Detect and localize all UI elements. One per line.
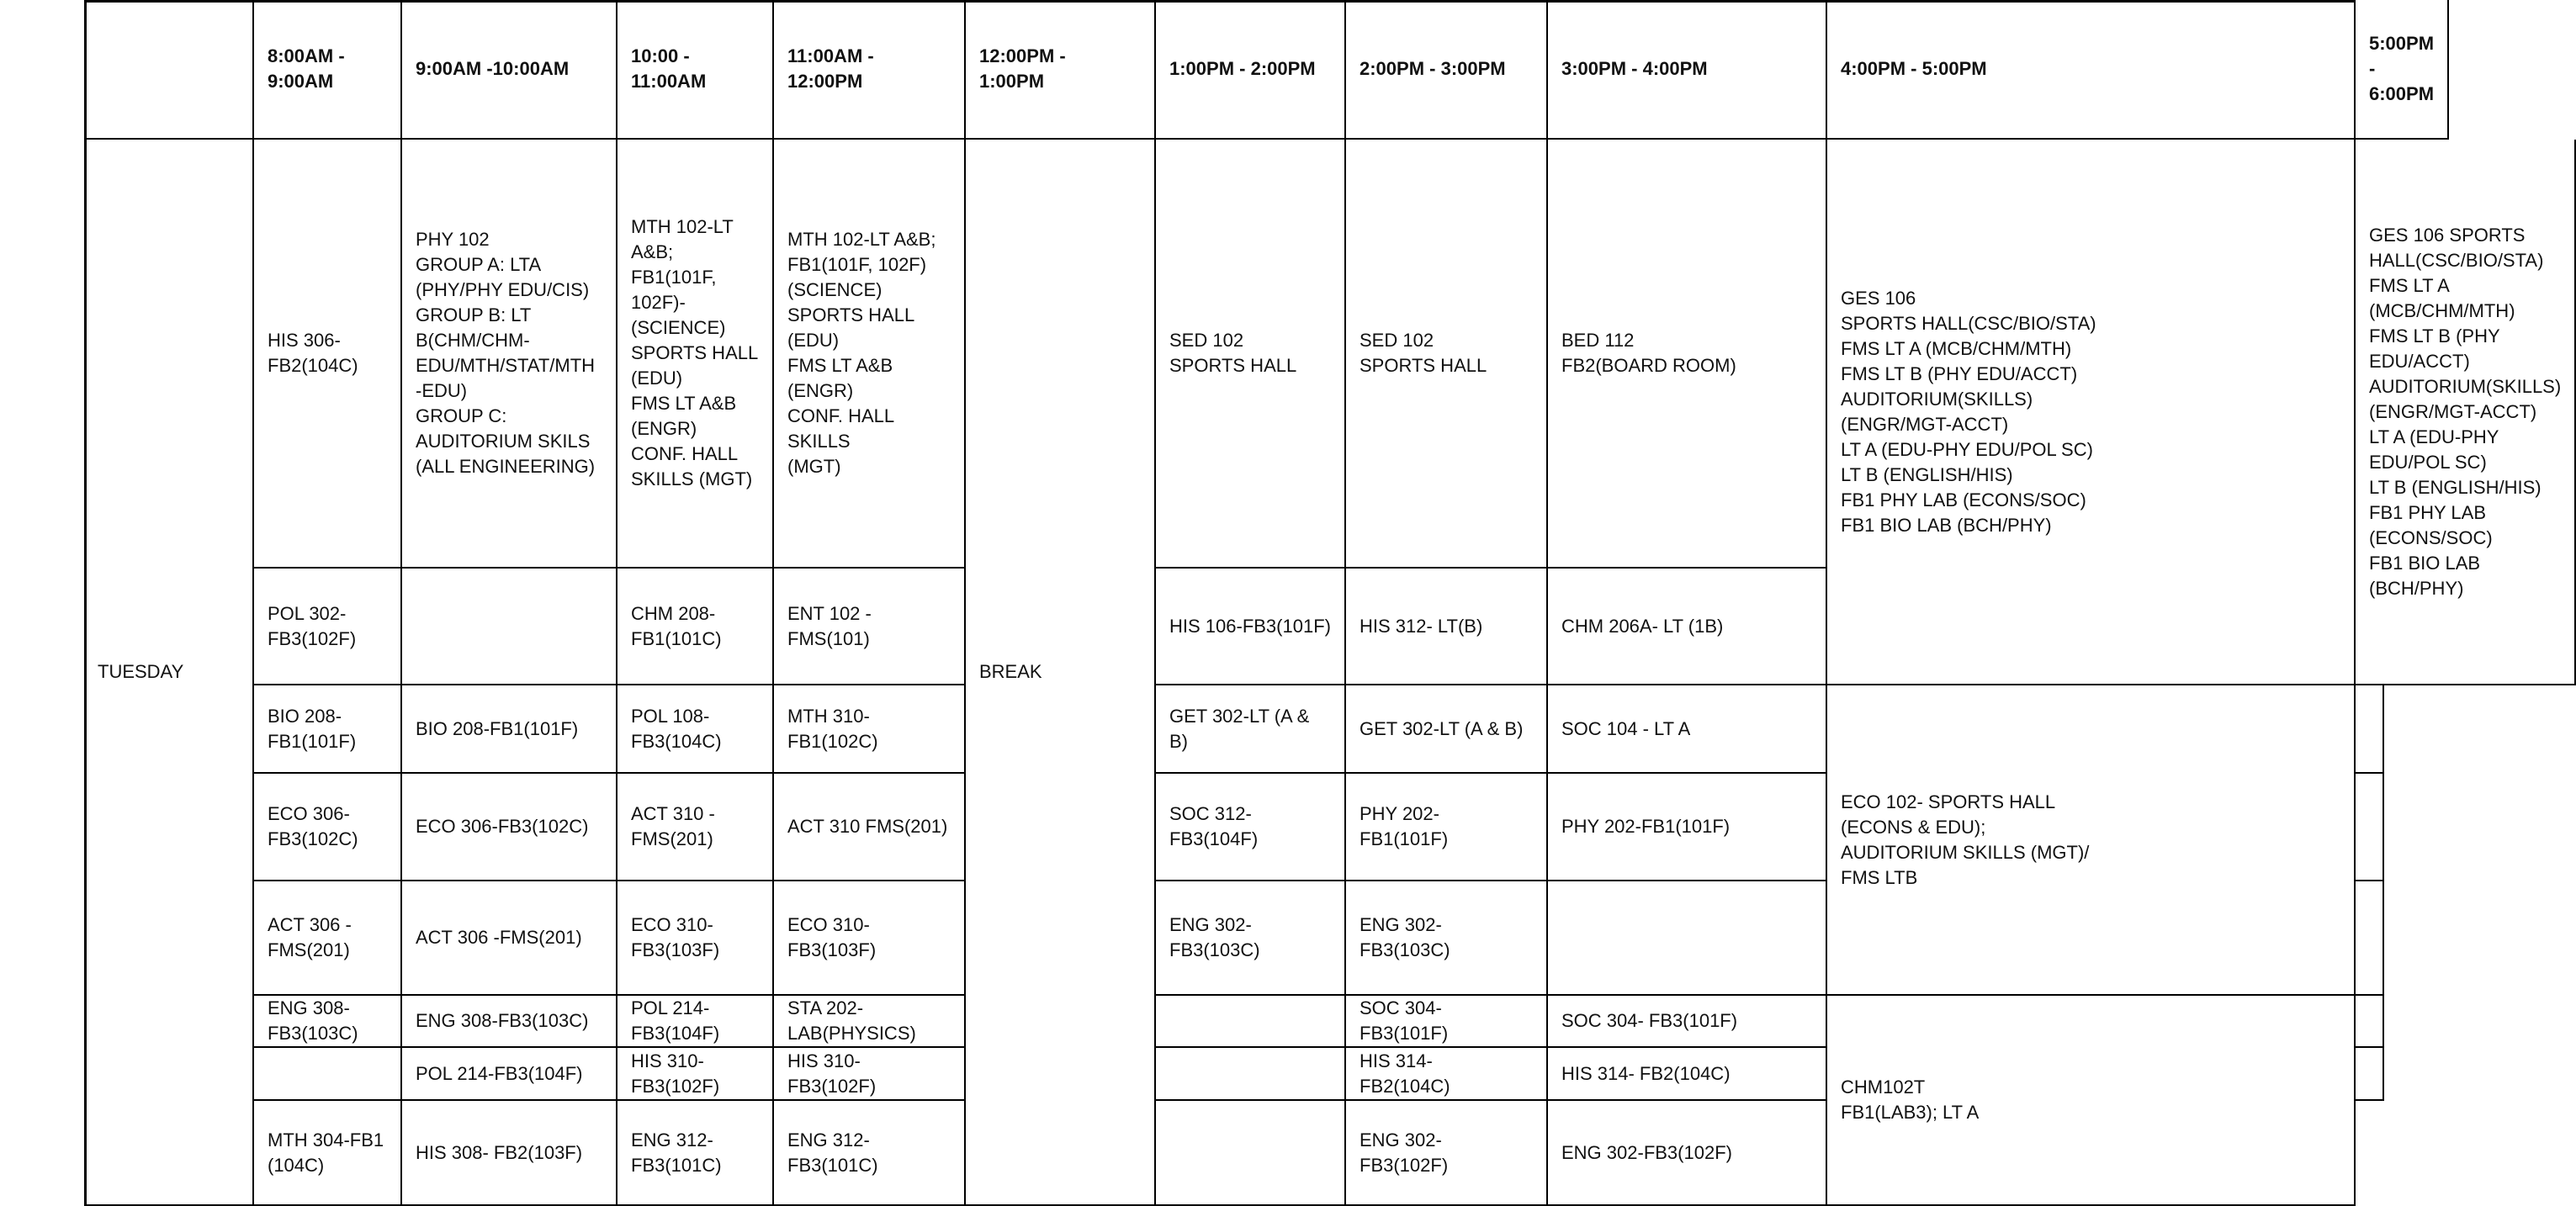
- slot-c10-block-2: [2356, 685, 2384, 774]
- slot-c6-row-2-text: HIS 106-FB3(101F): [1169, 615, 1331, 637]
- slot-c3-row-5: [617, 881, 774, 996]
- slot-c9-block-3-text: CHM102T FB1(LAB3); LT A: [1841, 1076, 1980, 1123]
- slot-c6-row-1: [1156, 140, 1346, 569]
- slot-c1-row-4-text: ECO 306- FB3(102C): [268, 803, 358, 849]
- slot-c3-row-7: [617, 1048, 774, 1101]
- slot-c4-row-7-text: HIS 310- FB3(102F): [787, 1050, 877, 1097]
- slot-c9-block-1: [1827, 140, 2356, 685]
- slot-c2-row-6: [402, 996, 617, 1048]
- slot-c1-row-2-text: POL 302- FB3(102F): [268, 602, 357, 649]
- slot-c8-row-5: [1548, 881, 1827, 996]
- slot-c10-block-6: [2356, 1048, 2384, 1101]
- slot-c1-row-1-text: HIS 306- FB2(104C): [268, 330, 358, 376]
- time-header-5-text: 12:00PM - 1:00PM: [979, 45, 1066, 92]
- time-header-1: [254, 0, 402, 140]
- slot-c4-row-2-text: ENT 102 - FMS(101): [787, 602, 872, 649]
- slot-c7-row-2-text: HIS 312- LT(B): [1360, 615, 1483, 637]
- slot-c10-block-1: [2356, 140, 2576, 685]
- time-header-3: [617, 0, 774, 140]
- slot-c4-row-3-text: MTH 310-FB1(102C): [787, 705, 878, 752]
- slot-c6-row-5-text: ENG 302- FB3(103C): [1169, 914, 1260, 960]
- slot-c3-row-8: [617, 1101, 774, 1206]
- slot-c6-row-4: [1156, 774, 1346, 881]
- slot-c1-row-4: [254, 774, 402, 881]
- slot-c1-row-5: [254, 881, 402, 996]
- slot-c2-row-6-text: ENG 308-FB3(103C): [416, 1010, 589, 1031]
- slot-c6-row-6: [1156, 996, 1346, 1048]
- slot-c4-row-3: [774, 685, 966, 774]
- slot-c4-row-1-text: MTH 102-LT A&B; FB1(101F, 102F) (SCIENCE) SPORTS HALL (EDU) FMS LT A&B (ENGR) CONF. HALL SKILLS (MGT): [787, 229, 936, 477]
- slot-c2-row-8-text: HIS 308- FB2(103F): [416, 1141, 583, 1163]
- slot-c8-row-3-text: SOC 104 - LT A: [1561, 717, 1691, 739]
- slot-c7-row-3: [1346, 685, 1548, 774]
- slot-c9-block-3: [1827, 996, 2356, 1206]
- slot-c10-block-3: [2356, 774, 2384, 881]
- slot-c3-row-2-text: CHM 208- FB1(101C): [631, 602, 722, 649]
- slot-c4-row-2: [774, 569, 966, 685]
- slot-c8-row-7-text: HIS 314- FB2(104C): [1561, 1062, 1731, 1084]
- table-left-border: [84, 0, 87, 1206]
- slot-c8-row-4: [1548, 774, 1827, 881]
- slot-c6-row-1-text: SED 102 SPORTS HALL: [1169, 330, 1297, 376]
- slot-c8-row-2-text: CHM 206A- LT (1B): [1561, 615, 1724, 637]
- slot-c2-row-2: [402, 569, 617, 685]
- slot-c4-row-6: [774, 996, 966, 1048]
- slot-c6-row-3-text: GET 302-LT (A & B): [1169, 705, 1310, 752]
- time-header-7: [1346, 0, 1548, 140]
- time-header-9: [1827, 0, 2356, 140]
- slot-c7-row-8: [1346, 1101, 1548, 1206]
- slot-c3-row-7-text: HIS 310- FB3(102F): [631, 1050, 720, 1097]
- time-header-8-text: 3:00PM - 4:00PM: [1561, 58, 1708, 79]
- slot-c2-row-7: [402, 1048, 617, 1101]
- slot-c6-row-3: [1156, 685, 1346, 774]
- time-header-5: [966, 0, 1156, 140]
- slot-c1-row-3-text: BIO 208- FB1(101F): [268, 705, 357, 752]
- slot-c3-row-1: [617, 140, 774, 569]
- time-header-4-text: 11:00AM - 12:00PM: [787, 45, 874, 92]
- slot-c3-row-2: [617, 569, 774, 685]
- slot-c4-row-5: [774, 881, 966, 996]
- slot-c8-row-4-text: PHY 202-FB1(101F): [1561, 816, 1731, 837]
- slot-c4-row-1: [774, 140, 966, 569]
- slot-c7-row-2: [1346, 569, 1548, 685]
- slot-c2-row-7-text: POL 214-FB3(104F): [416, 1062, 583, 1084]
- slot-c3-row-5-text: ECO 310- FB3(103F): [631, 914, 720, 960]
- time-header-4: [774, 0, 966, 140]
- slot-c4-row-4-text: ACT 310 FMS(201): [787, 816, 948, 837]
- slot-c1-row-3: [254, 685, 402, 774]
- slot-c1-row-2: [254, 569, 402, 685]
- slot-c7-row-4: [1346, 774, 1548, 881]
- time-header-2-text: 9:00AM -10:00AM: [416, 58, 570, 79]
- slot-c4-row-4: [774, 774, 966, 881]
- break-cell-text: BREAK: [979, 661, 1042, 682]
- slot-c6-row-5: [1156, 881, 1346, 996]
- slot-c3-row-6-text: POL 214- FB3(104F): [631, 997, 720, 1044]
- time-header-9-text: 4:00PM - 5:00PM: [1841, 58, 1987, 79]
- slot-c2-row-1: [402, 140, 617, 569]
- slot-c7-row-5-text: ENG 302- FB3(103C): [1360, 914, 1450, 960]
- slot-c2-row-1-text: PHY 102 GROUP A: LTA (PHY/PHY EDU/CIS) GROUP B: LT B(CHM/CHM- EDU/MTH/STAT/MTH -EDU) GROUP C: AUDITORIUM SKILS (ALL ENGINEERING): [416, 229, 596, 477]
- slot-c6-row-2: [1156, 569, 1346, 685]
- slot-c10-block-5: [2356, 996, 2384, 1048]
- slot-c3-row-8-text: ENG 312- FB3(101C): [631, 1129, 722, 1176]
- time-header-1-text: 8:00AM - 9:00AM: [268, 45, 345, 92]
- slot-c7-row-6-text: SOC 304- FB3(101F): [1360, 997, 1449, 1044]
- day-label-text: TUESDAY: [98, 661, 184, 682]
- slot-c7-row-8-text: ENG 302- FB3(102F): [1360, 1129, 1449, 1176]
- slot-c7-row-5: [1346, 881, 1548, 996]
- slot-c3-row-4-text: ACT 310 - FMS(201): [631, 803, 715, 849]
- slot-c4-row-7: [774, 1048, 966, 1101]
- slot-c9-block-2-text: ECO 102- SPORTS HALL (ECONS & EDU); AUDITORIUM SKILLS (MGT)/ FMS LTB: [1841, 791, 2090, 888]
- slot-c7-row-6: [1346, 996, 1548, 1048]
- time-header-6: [1156, 0, 1346, 140]
- slot-c2-row-5-text: ACT 306 -FMS(201): [416, 927, 582, 948]
- slot-c9-block-1-text: GES 106 SPORTS HALL(CSC/BIO/STA) FMS LT A (MCB/CHM/MTH) FMS LT B (PHY EDU/ACCT) AUDITORIUM(SKILLS) (ENGR/MGT-ACCT) LT A (EDU-PHY EDU/POL SC) LT B (ENGLISH/HIS) FB1 PHY LAB (ECONS/SOC) FB1 BIO LAB (BCH/PHY): [1841, 287, 2096, 536]
- slot-c2-row-8: [402, 1101, 617, 1206]
- slot-c3-row-4: [617, 774, 774, 881]
- slot-c3-row-6: [617, 996, 774, 1048]
- slot-c1-row-6: [254, 996, 402, 1048]
- slot-c3-row-3-text: POL 108- FB3(104C): [631, 705, 722, 752]
- slot-c8-row-2: [1548, 569, 1827, 685]
- time-header-10-text: 5:00PM - 6:00PM: [2369, 33, 2435, 104]
- slot-c4-row-6-text: STA 202- LAB(PHYSICS): [787, 997, 916, 1044]
- day-label: [84, 140, 254, 1206]
- slot-c8-row-1: [1548, 140, 1827, 569]
- slot-c8-row-3: [1548, 685, 1827, 774]
- slot-c8-row-6-text: SOC 304- FB3(101F): [1561, 1010, 1738, 1031]
- slot-c2-row-4: [402, 774, 617, 881]
- slot-c1-row-7: [254, 1048, 402, 1101]
- slot-c1-row-1: [254, 140, 402, 569]
- time-header-3-text: 10:00 - 11:00AM: [631, 45, 707, 92]
- time-header-2: [402, 0, 617, 140]
- slot-c7-row-7-text: HIS 314- FB2(104C): [1360, 1050, 1450, 1097]
- slot-c1-row-8: [254, 1101, 402, 1206]
- slot-c1-row-5-text: ACT 306 - FMS(201): [268, 914, 352, 960]
- slot-c7-row-4-text: PHY 202- FB1(101F): [1360, 803, 1449, 849]
- slot-c2-row-5: [402, 881, 617, 996]
- slot-c1-row-6-text: ENG 308- FB3(103C): [268, 997, 358, 1044]
- slot-c4-row-5-text: ECO 310-FB3(103F): [787, 914, 877, 960]
- slot-c8-row-7: [1548, 1048, 1827, 1101]
- slot-c4-row-8: [774, 1101, 966, 1206]
- slot-c8-row-8: [1548, 1101, 1827, 1206]
- slot-c8-row-8-text: ENG 302-FB3(102F): [1561, 1141, 1732, 1163]
- table-top-border: [84, 0, 2356, 3]
- slot-c6-row-8: [1156, 1101, 1346, 1206]
- header-corner: [84, 0, 254, 140]
- slot-c2-row-3-text: BIO 208-FB1(101F): [416, 717, 579, 739]
- slot-c6-row-7: [1156, 1048, 1346, 1101]
- slot-c3-row-3: [617, 685, 774, 774]
- slot-c2-row-4-text: ECO 306-FB3(102C): [416, 816, 589, 837]
- slot-c8-row-6: [1548, 996, 1827, 1048]
- slot-c8-row-1-text: BED 112 FB2(BOARD ROOM): [1561, 330, 1736, 376]
- slot-c1-row-8-text: MTH 304-FB1 (104C): [268, 1129, 384, 1176]
- time-header-10: [2356, 0, 2449, 140]
- time-header-8: [1548, 0, 1827, 140]
- slot-c10-block-4: [2356, 881, 2384, 996]
- slot-c10-block-1-text: GES 106 SPORTS HALL(CSC/BIO/STA) FMS LT A (MCB/CHM/MTH) FMS LT B (PHY EDU/ACCT) AUDITORIUM(SKILLS) (ENGR/MGT-ACCT) LT A (EDU-PHY EDU/POL SC) LT B (ENGLISH/HIS) FB1 PHY LAB (ECONS/SOC) FB1 BIO LAB (BCH/PHY): [2369, 224, 2562, 599]
- slot-c2-row-3: [402, 685, 617, 774]
- time-header-6-text: 1:00PM - 2:00PM: [1169, 58, 1316, 79]
- slot-c4-row-8-text: ENG 312-FB3(101C): [787, 1129, 878, 1176]
- slot-c7-row-7: [1346, 1048, 1548, 1101]
- slot-c3-row-1-text: MTH 102-LT A&B; FB1(101F, 102F)- (SCIENCE) SPORTS HALL (EDU) FMS LT A&B (ENGR) CONF. HALL SKILLS (MGT): [631, 216, 759, 489]
- break-cell: [966, 140, 1156, 1206]
- time-header-7-text: 2:00PM - 3:00PM: [1360, 58, 1506, 79]
- slot-c6-row-4-text: SOC 312- FB3(104F): [1169, 803, 1259, 849]
- slot-c7-row-3-text: GET 302-LT (A & B): [1360, 717, 1524, 739]
- slot-c9-block-2: [1827, 685, 2356, 996]
- slot-c7-row-1-text: SED 102 SPORTS HALL: [1360, 330, 1487, 376]
- slot-c7-row-1: [1346, 140, 1548, 569]
